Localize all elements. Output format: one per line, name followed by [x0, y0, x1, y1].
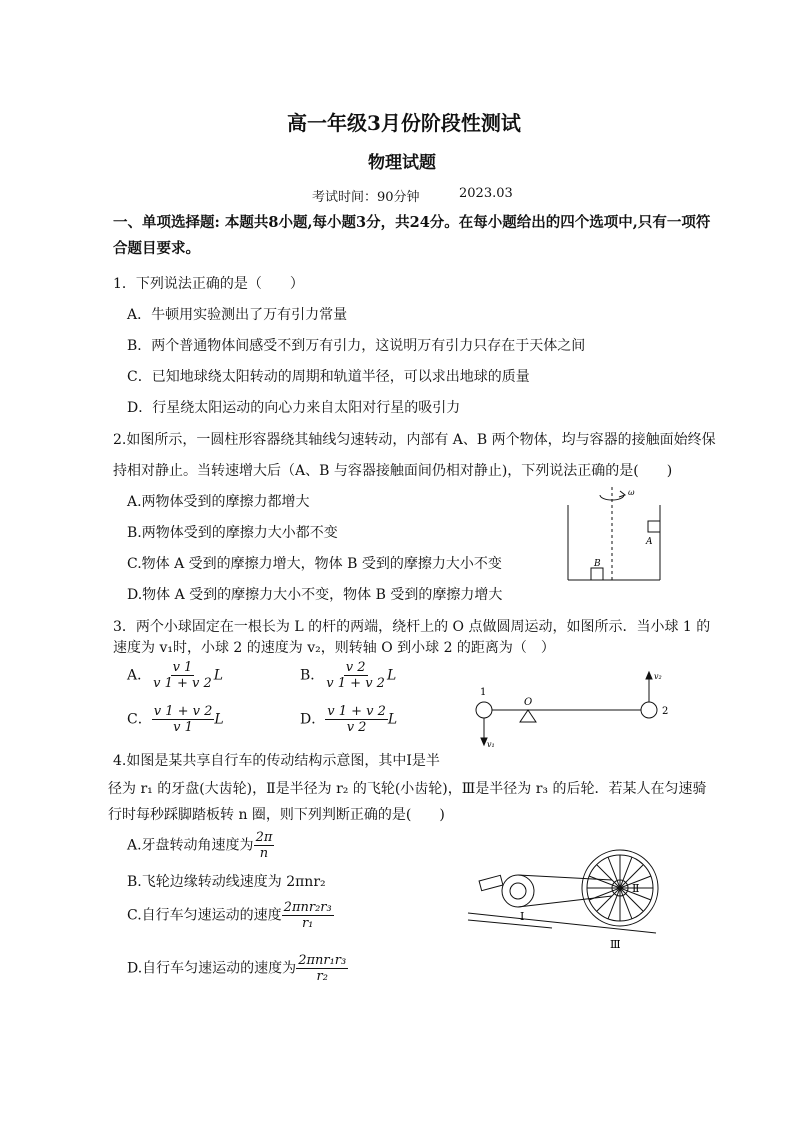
ball-1-label: 1 [480, 687, 487, 698]
q3-option-b: B． $\frac{v 2}{v 1 + v 2}$ L [300, 660, 397, 691]
q4-option-c: C.自行车匀速运动的速度 $\frac{\text{2πnr₂r₃}}{\text{r₁}}$ [127, 900, 332, 931]
q4-option-b: B.飞轮边缘转动线速度为 2πnr₂ [127, 874, 326, 890]
q2-option-c: C.物体 A 受到的摩擦力增大，物体 B 受到的摩擦力大小不变 [127, 556, 502, 572]
q1-option-b: B．两个普通物体间感受不到万有引力，这说明万有引力只存在于天体之间 [127, 338, 586, 354]
q2-option-d: D.物体 A 受到的摩擦力大小不变，物体 B 受到的摩擦力增大 [127, 587, 503, 603]
q3-stem-line2: 速度为 v₁时，小球 2 的速度为 v₂，则转轴 O 到小球 2 的距离为（ ） [113, 640, 555, 656]
ball-2 [641, 702, 657, 718]
q1-option-c: C．已知地球绕太阳转动的周期和轨道半径，可以求出地球的质量 [127, 369, 530, 385]
omega-label: ω [628, 488, 635, 497]
frame-line [468, 920, 552, 928]
q4-bicycle-figure [462, 848, 662, 953]
q3-option-a: A． $\frac{v 1}{v 1 + v 2}$ L [127, 660, 224, 691]
q2-stem-line2: 持相对静止。当转速增大后（A、B 与容器接触面间仍相对静止)，下列说法正确的是( ) [113, 463, 673, 479]
pedal [479, 875, 503, 890]
q4-option-a: A.牙盘转动角速度为 $\frac{2\pi}{n}$ [127, 830, 273, 861]
q2-cylinder-figure [560, 485, 670, 585]
q1-stem: 1．下列说法正确的是（ ） [113, 276, 304, 292]
section-heading-line1: 一、单项选择题: 本题共8小题,每小题3分，共24分。在每小题给出的四个选项中,只有一项符 [113, 214, 711, 231]
exam-time: 考试时间：90分钟 [312, 190, 420, 205]
q4-option-d: D.自行车匀速运动的速度为 $\frac{\text{2πnr₁r₃}}{\text{r₂}}$ [127, 953, 347, 984]
q1-option-a: A．牛顿用实验测出了万有引力常量 [127, 307, 348, 323]
q3-option-c: C． $\frac{v 1 + v 2}{v 1}$ L [127, 704, 224, 735]
pivot-label: O [524, 697, 533, 708]
exam-title: 高一年级3月份阶段性测试 [287, 111, 521, 135]
pivot-o [520, 710, 536, 722]
v1-label: v₁ [487, 740, 495, 749]
label-II: Ⅱ [632, 882, 640, 895]
block-b [591, 568, 603, 580]
ball-1 [476, 702, 492, 718]
ball-2-label: 2 [662, 706, 669, 717]
q3-option-d: D． $\frac{v 1 + v 2}{v 2}$ L [300, 704, 398, 735]
q4-stem-line3: 行时每秒踩脚踏板转 n 圈，则下列判断正确的是( ) [108, 807, 445, 823]
v2-label: v₂ [654, 672, 662, 681]
chainring-hub [510, 883, 526, 899]
q3-rod-figure [468, 665, 678, 750]
label-III: Ⅲ [610, 938, 621, 951]
q2-option-a: A.两物体受到的摩擦力都增大 [127, 494, 310, 510]
section-heading-line2: 合题目要求。 [113, 240, 200, 257]
label-b: B [594, 559, 601, 569]
q2-option-b: B.两物体受到的摩擦力大小都不变 [127, 525, 338, 541]
exam-subject: 物理试题 [368, 153, 436, 173]
block-a [648, 521, 660, 532]
v2-arrowhead [646, 672, 652, 679]
q4-stem-line1: 4.如图是某共享自行车的传动结构示意图，其中Ⅰ是半 [113, 753, 440, 769]
label-I: Ⅰ [520, 910, 525, 923]
q4-stem-line2: 径为 r₁ 的牙盘(大齿轮)，Ⅱ是半径为 r₂ 的飞轮(小齿轮)，Ⅲ是半径为 r₃ 的后轮．若某人在匀速骑 [108, 781, 707, 797]
chainring-I [502, 875, 534, 907]
exam-date: 2023.03 [459, 186, 513, 201]
q2-stem-line1: 2.如图所示，一圆柱形容器绕其轴线匀速转动，内部有 A、B 两个物体，均与容器的接触面始终保 [113, 432, 716, 448]
label-a: A [646, 537, 653, 547]
q1-option-d: D．行星绕太阳运动的向心力来自太阳对行星的吸引力 [127, 400, 461, 416]
q3-stem-line1: 3．两个小球固定在一根长为 L 的杆的两端，绕杆上的 O 点做圆周运动，如图所示．当小球 1 的 [113, 619, 711, 635]
